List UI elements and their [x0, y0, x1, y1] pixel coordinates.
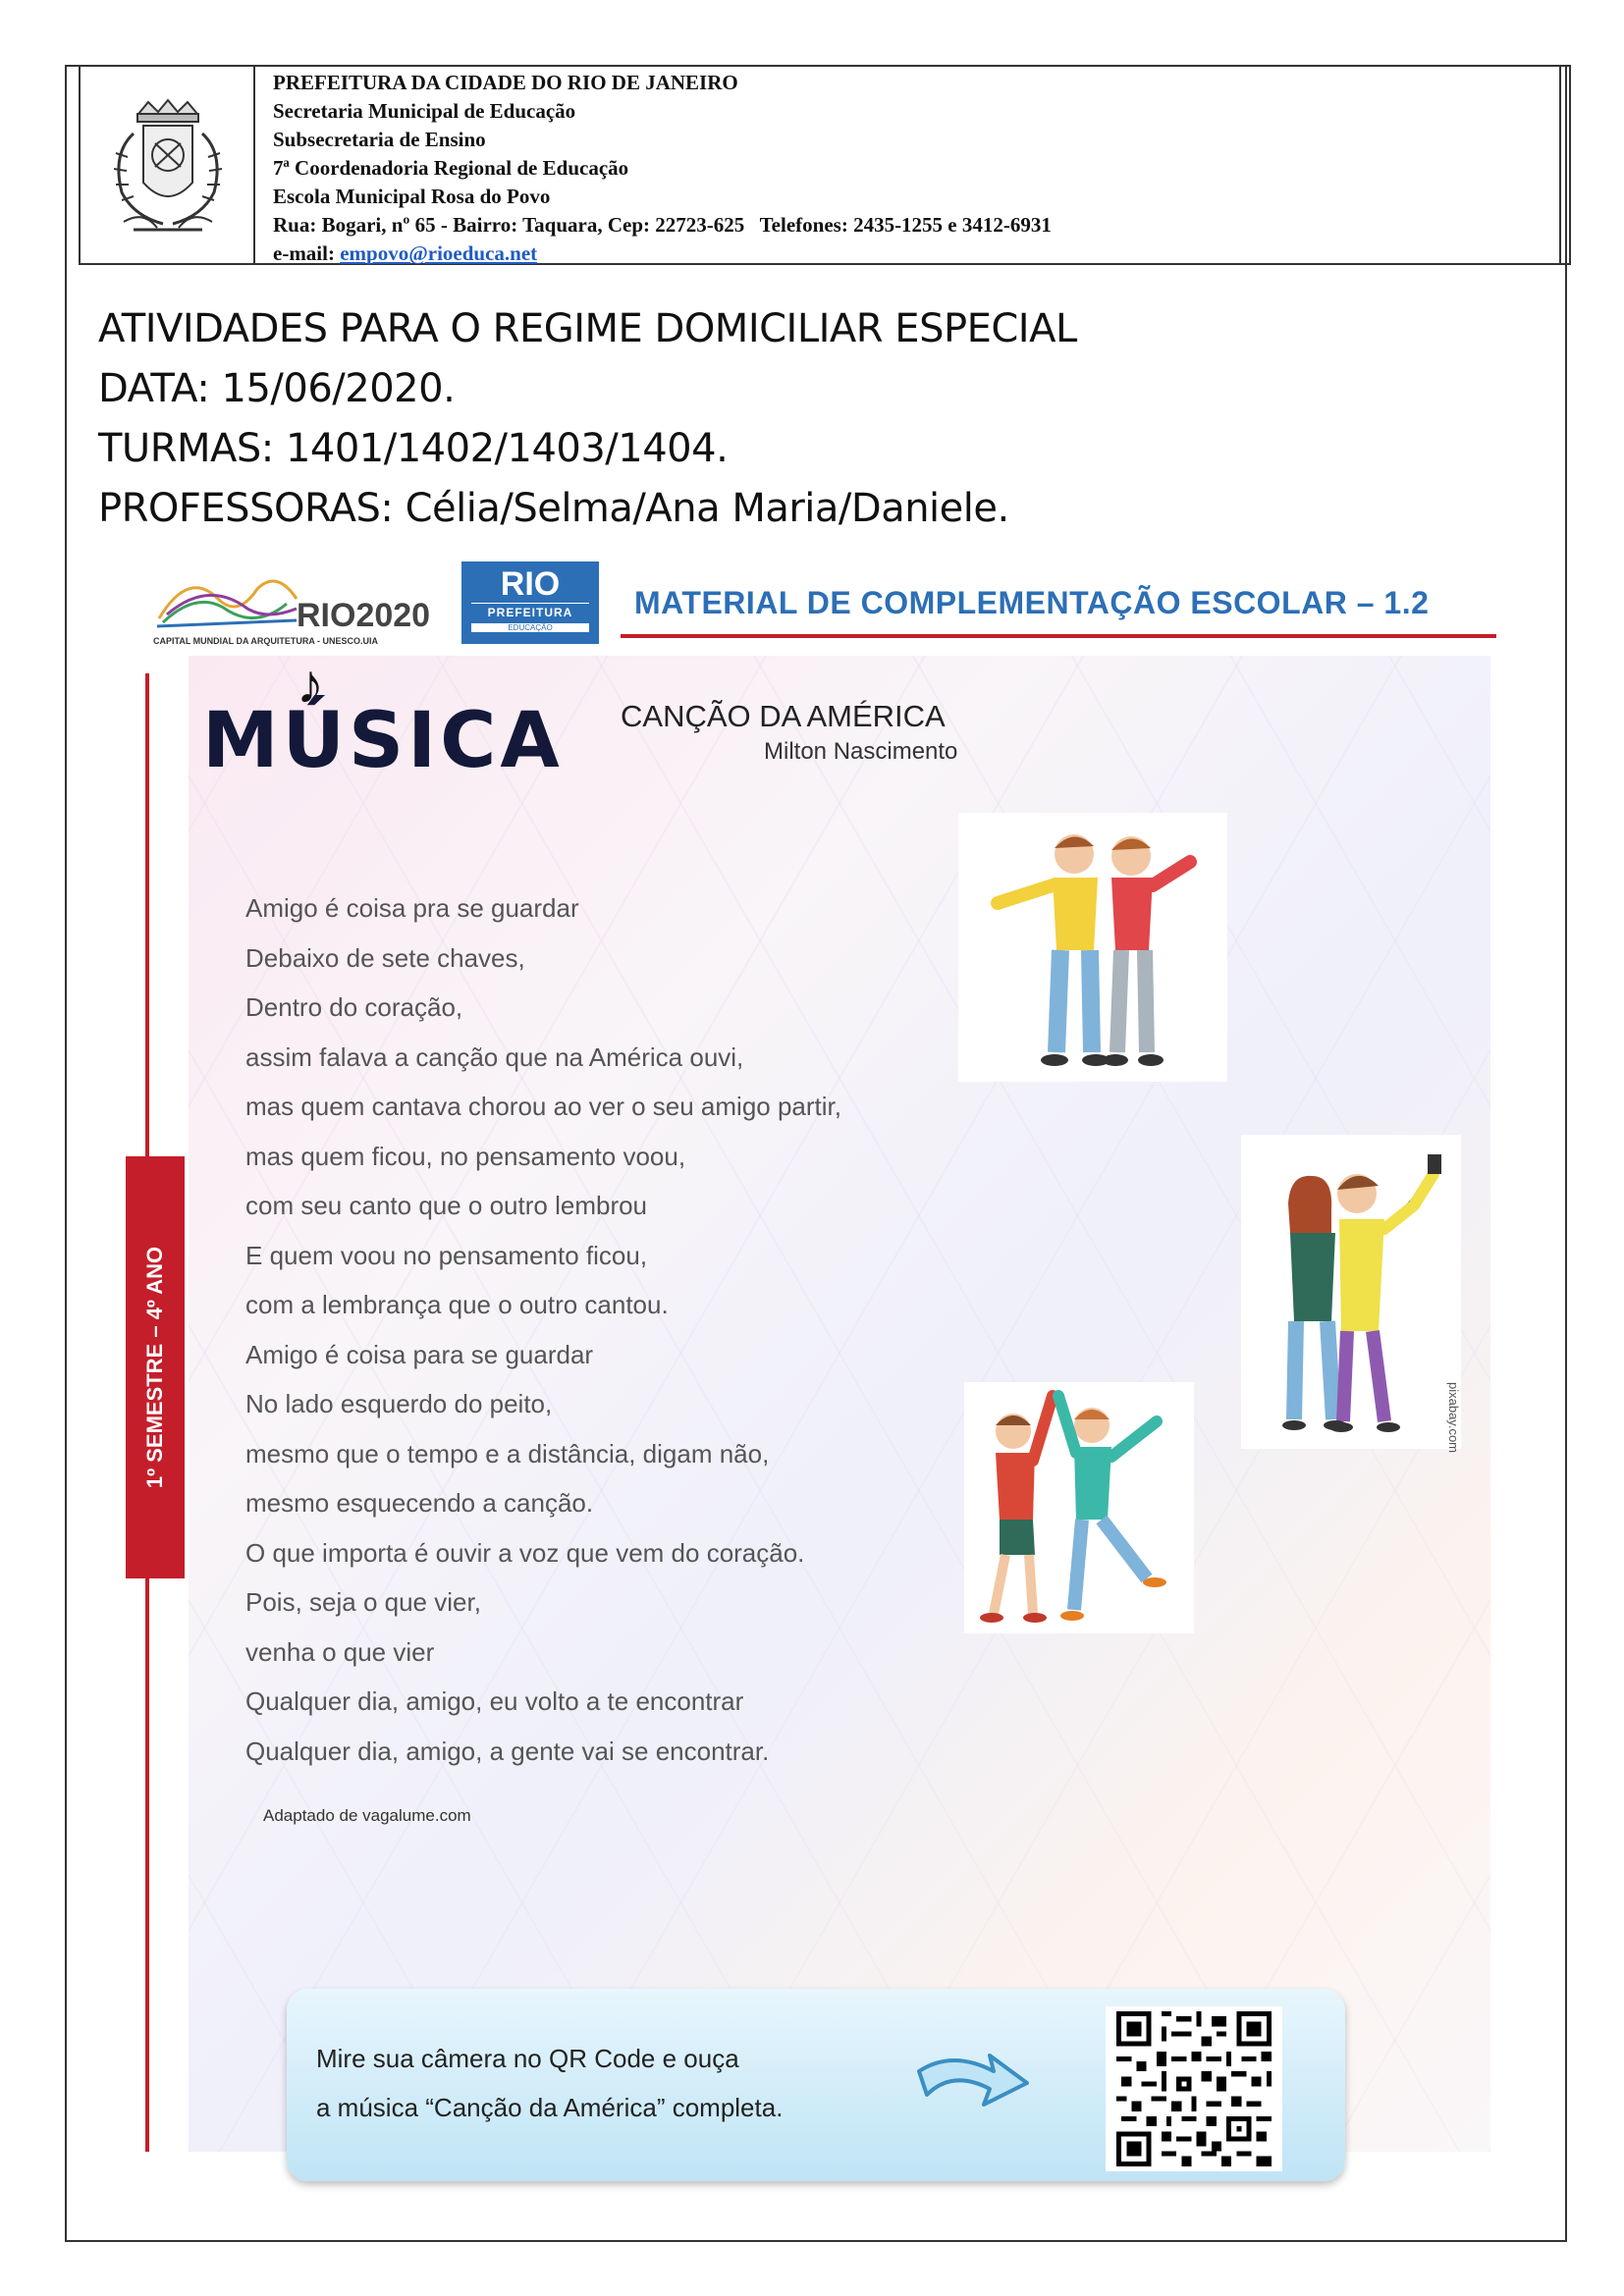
lyric-line: Amigo é coisa pra se guardar: [245, 893, 579, 923]
semester-label: 1º SEMESTRE – 4º ANO: [142, 1246, 167, 1489]
lyric-line: Qualquer dia, amigo, eu volto a te encontrar: [245, 1686, 744, 1716]
lyric-line: Dentro do coração,: [245, 992, 463, 1022]
lyric-line: assim falava a canção que na América ouvi,: [245, 1041, 744, 1072]
subject-title: MÚSICA: [202, 697, 564, 785]
letterhead-text: [273, 69, 1052, 268]
friends-illustration-boys: [958, 813, 1227, 1082]
lyric-line: O que importa é ouvir a voz que vem do coração.: [245, 1537, 805, 1568]
prefeitura-rio: RIO: [500, 565, 561, 603]
song-panel: [189, 653, 1490, 2152]
song-title: CANÇÃO DA AMÉRICA: [621, 699, 946, 733]
material-header: [145, 556, 1496, 664]
friends-illustration-girls: [1241, 1135, 1461, 1449]
lyric-line: com a lembrança que o outro cantou.: [245, 1290, 669, 1319]
city-crest-icon: [94, 94, 242, 241]
material-title: MATERIAL DE COMPLEMENTAÇÃO ESCOLAR – 1.2: [634, 585, 1430, 620]
lyric-line: mas quem cantava chorou ao ver o seu amigo partir,: [245, 1092, 841, 1121]
qr-code-icon[interactable]: [1106, 2006, 1282, 2171]
lyric-line: Amigo é coisa para se guardar: [245, 1339, 594, 1369]
lyric-line: mas quem ficou, no pensamento voou,: [245, 1141, 686, 1171]
lyric-line: com seu canto que o outro lembrou: [245, 1191, 648, 1220]
rio2020-subtitle: CAPITAL MUNDIAL DA ARQUITETURA - UNESCO.UIA: [153, 636, 378, 646]
lyric-line: mesmo que o tempo e a distância, digam não,: [245, 1438, 770, 1468]
activity-title: ATIVIDADES PARA O REGIME DOMICILIAR ESPECIAL: [98, 306, 1077, 351]
activity-date: DATA: 15/06/2020.: [98, 366, 456, 411]
qr-line: Mire sua câmera no QR Code e ouça: [316, 2044, 739, 2073]
activity-classes: TURMAS: 1401/1402/1403/1404.: [98, 426, 729, 471]
header-line: 7ª Coordenadoria Regional de Educação: [273, 156, 629, 180]
prefeitura-logo: [461, 561, 599, 644]
header-line: Rua: Bogari, nº 65 - Bairro: Taquara, Cep: 22723-625 Telefones: 2435-1255 e 3412-6931: [273, 213, 1052, 237]
lyric-line: Debaixo de sete chaves,: [245, 942, 525, 973]
activity-info: [98, 299, 1077, 539]
header-line: Secretaria Municipal de Educação: [273, 99, 576, 123]
music-note-icon: ♪: [297, 653, 324, 715]
lyric-line: mesmo esquecendo a canção.: [245, 1488, 594, 1518]
lyric-line: E quem voou no pensamento ficou,: [245, 1240, 648, 1270]
header-line: Escola Municipal Rosa do Povo: [273, 185, 551, 208]
lyric-line: venha o que vier: [245, 1636, 435, 1667]
letterhead: [79, 65, 1571, 265]
prefeitura-sub: EDUCAÇÃO: [471, 623, 589, 632]
lyrics: [245, 883, 841, 1776]
qr-line: a música “Canção da América” completa.: [316, 2093, 784, 2122]
friends-illustration-highfive: [964, 1382, 1194, 1633]
qr-instructions: [316, 2034, 783, 2132]
semester-tab: [126, 1156, 185, 1578]
email-link[interactable]: empovo@rioeduca.net: [340, 241, 538, 265]
music-material: [142, 556, 1496, 2152]
qr-callout: [287, 1989, 1345, 2181]
rio2020-logo: [149, 560, 444, 648]
title-underline: [621, 634, 1496, 638]
header-line: Subsecretaria de Ensino: [273, 128, 486, 151]
image-credit: pixabay.com: [1446, 1382, 1461, 1454]
arrow-right-icon: [913, 2042, 1031, 2130]
header-line: PREFEITURA DA CIDADE DO RIO DE JANEIRO: [273, 71, 738, 94]
rio2020-label: RIO2020: [297, 597, 431, 634]
lyrics-credit: Adaptado de vagalume.com: [263, 1806, 471, 1825]
lyric-line: Qualquer dia, amigo, a gente vai se encontrar.: [245, 1735, 770, 1766]
song-artist: Milton Nascimento: [764, 738, 958, 765]
activity-teachers: PROFESSORAS: Célia/Selma/Ana Maria/Daniele.: [98, 486, 1009, 531]
email-label: e-mail:: [273, 241, 341, 265]
lyric-line: Pois, seja o que vier,: [245, 1587, 481, 1617]
email-line: [273, 240, 1052, 268]
lyric-line: No lado esquerdo do peito,: [245, 1389, 553, 1418]
prefeitura-label: PREFEITURA: [471, 603, 589, 619]
